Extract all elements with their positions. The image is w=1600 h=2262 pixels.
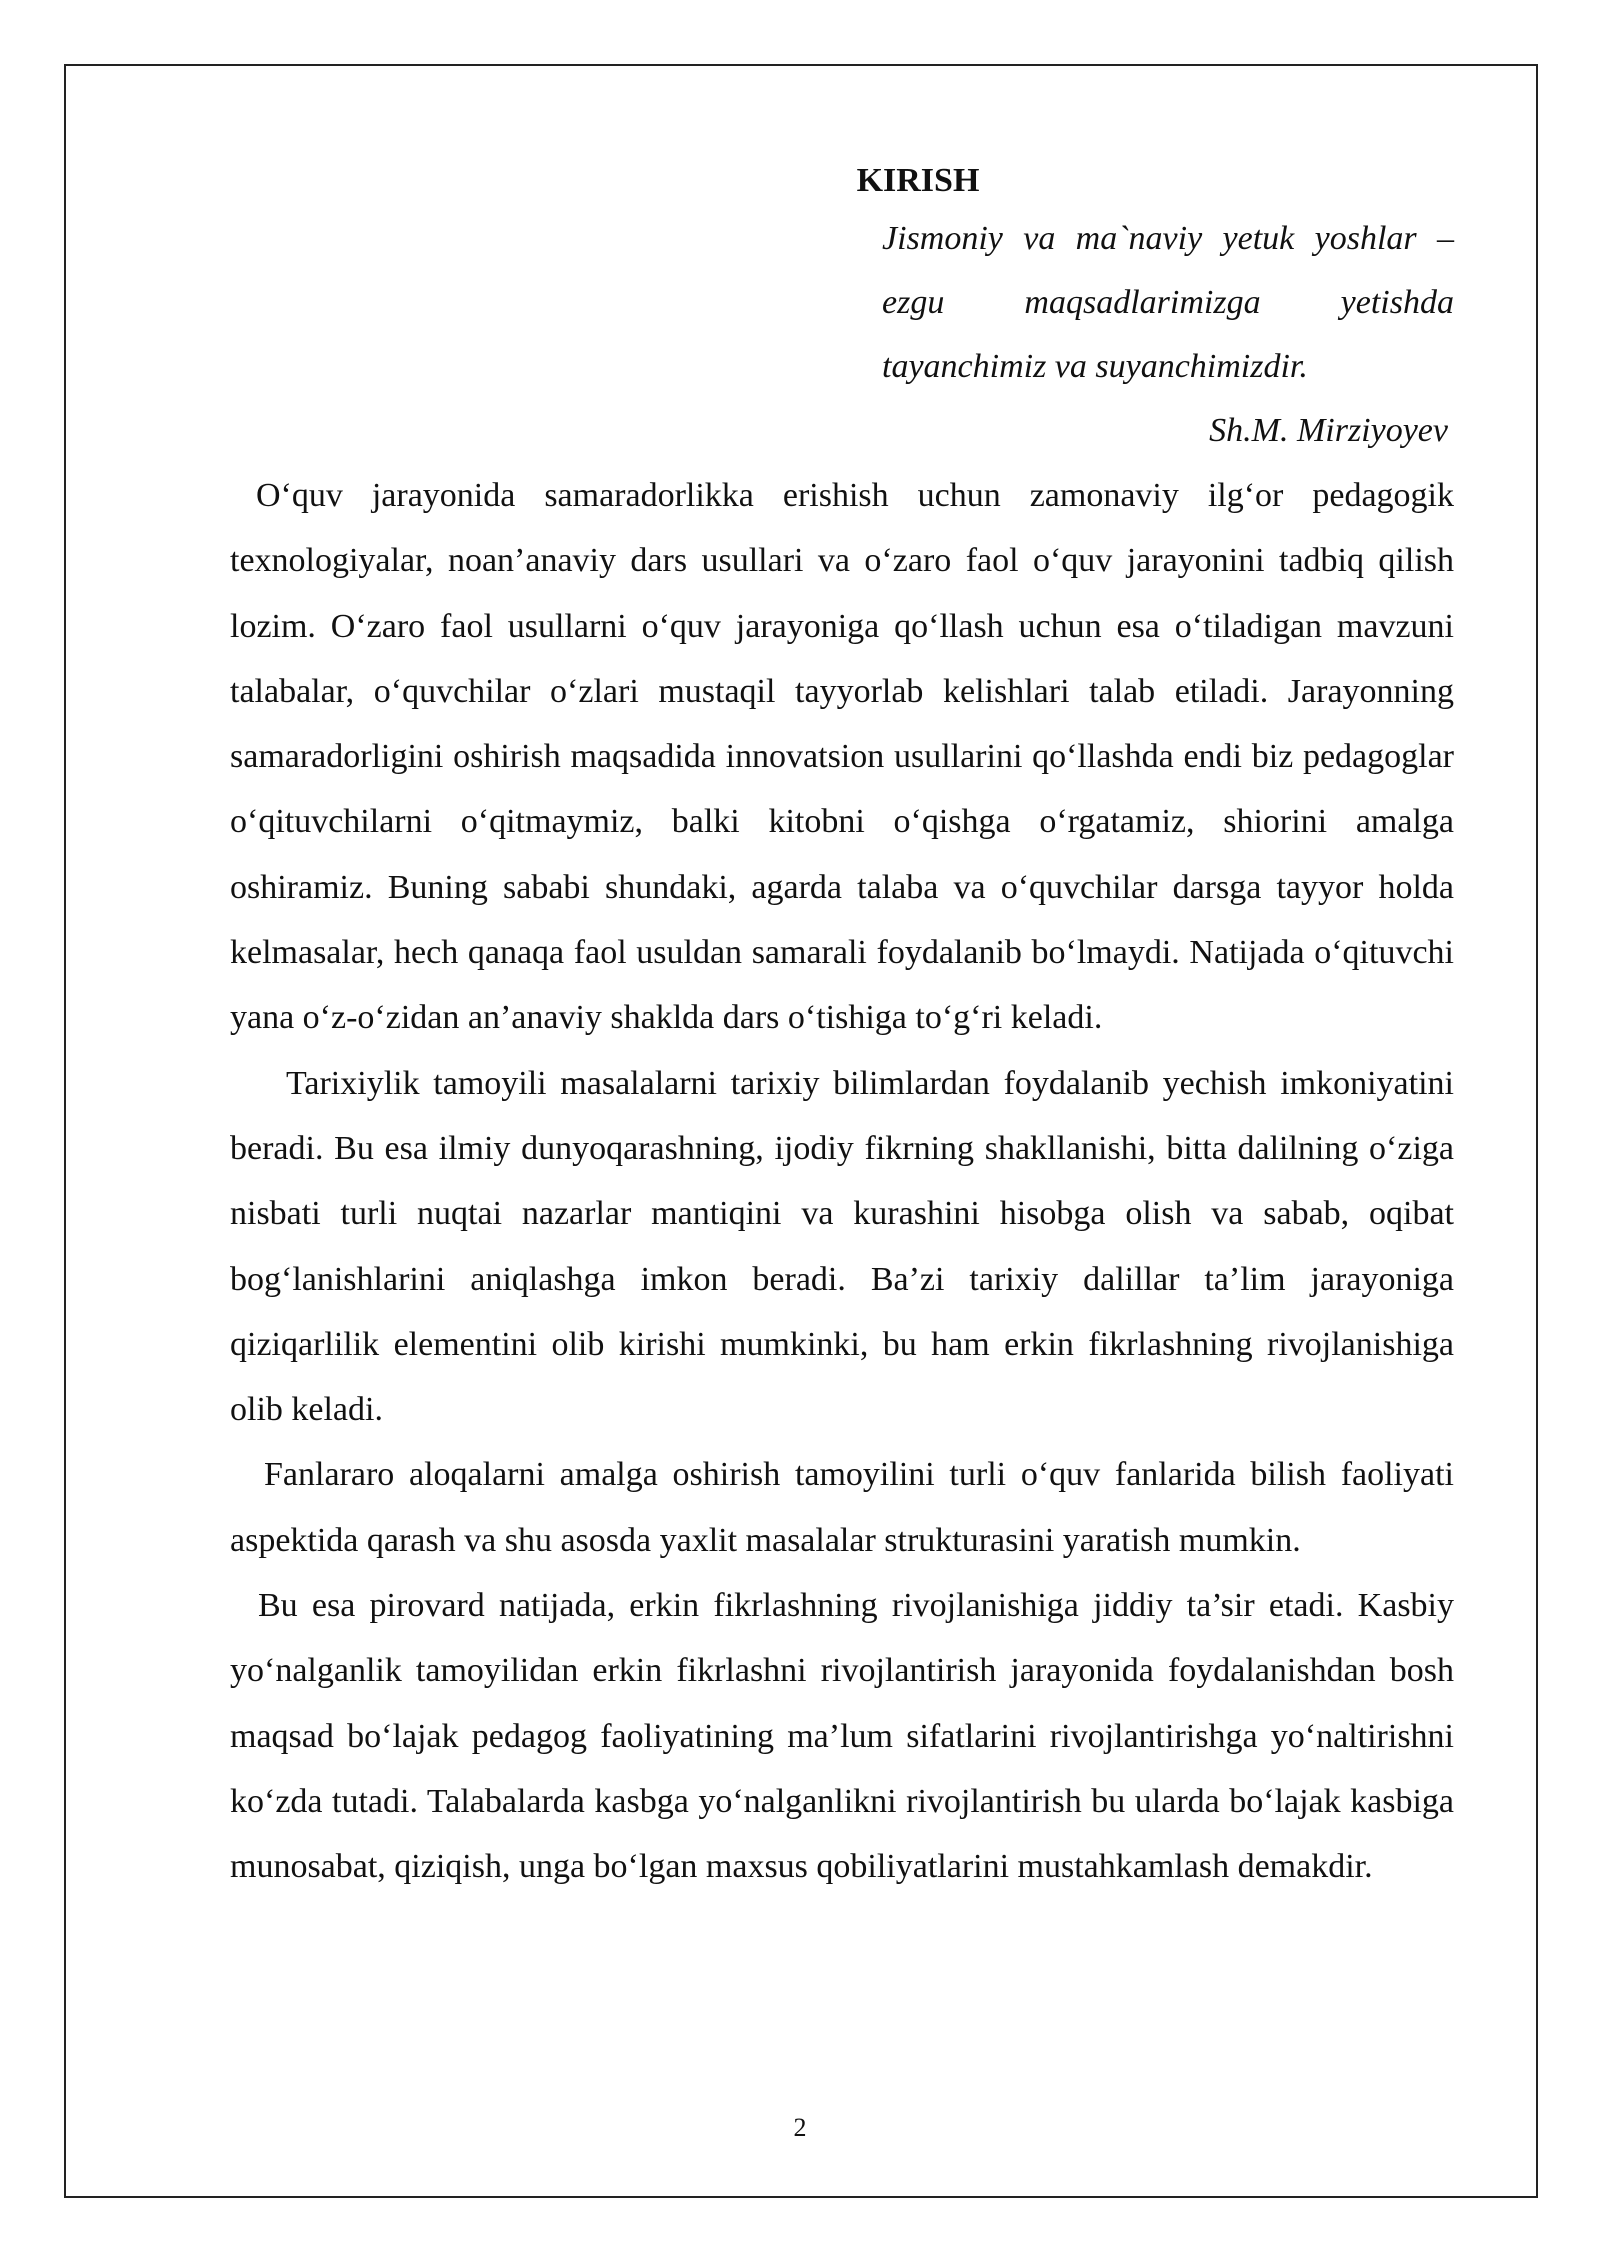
epigraph-text: Jismoniy va ma`naviy yetuk yoshlar – ezgu maqsadlarimizga yetishda tayanchimiz va suyanchimizdir.: [882, 220, 1454, 385]
page-number: 2: [793, 2113, 807, 2142]
document-heading: KIRISH: [856, 162, 980, 199]
paragraph: Fanlararo aloqalarni amalga oshirish tamoyilini turli oʻquv fanlarida bilish faoliyati aspektida qarash va shu asosda yaxlit masalalar strukturasini yaratish mumkin.: [230, 1456, 1454, 1559]
paragraph: Tarixiylik tamoyili masalalarni tarixiy bilimlardan foydalanib yechish imkoniyatini beradi. Bu esa ilmiy dunyoqarashning, ijodiy fikrning shakllanishi, bitta dalilning oʻziga nisbati turli nuqtai nazarlar mantiqini va kurashini hisobga olish va sabab, oqibat bogʻlanishlarini aniqlashga imkon beradi. Ba’zi tarixiy dalillar ta’lim jarayoniga qiziqarlilik elementini olib kirishi mumkinki, bu ham erkin fikrlashning rivojlanishiga olib keladi.: [230, 1064, 1454, 1429]
paragraph: Bu esa pirovard natijada, erkin fikrlashning rivojlanishiga jiddiy ta’sir etadi. Kasbiy yoʻnalganlik tamoyilidan erkin fikrlashni rivojlantirish jarayonida foydalanishdan bosh maqsad boʻlajak pedagog faoliyatining ma’lum sifatlarini rivojlantirishga yoʻnaltirishni koʻzda tutadi. Talabalarda kasbga yoʻnalganlikni rivojlantirish bu ularda boʻlajak kasbiga munosabat, qiziqish, unga boʻlgan maxsus qobiliyatlarini mustahkamlash demakdir.: [230, 1587, 1454, 1886]
epigraph-author: Sh.M. Mirziyoyev: [1209, 412, 1448, 449]
document-body: [230, 155, 1454, 1900]
paragraph: Oʻquv jarayonida samaradorlikka erishish uchun zamonaviy ilgʻor pedagogik texnologiyalar, noan’anaviy dars usullari va oʻzaro faol oʻquv jarayonini tadbiq qilish lozim. Oʻzaro faol usullarni oʻquv jarayoniga qoʻllash uchun esa oʻtiladigan mavzuni talabalar, oʻquvchilar oʻzlari mustaqil tayyorlab kelishlari talab etiladi. Jarayonning samaradorligini oshirish maqsadida innovatsion usullarini qoʻllashda endi biz pedagoglar oʻqituvchilarni oʻqitmaymiz, balki kitobni oʻqishga oʻrgatamiz, shiorini amalga oshiramiz. Buning sababi shundaki, agarda talaba va oʻquvchilar darsga tayyor holda kelmasalar, hech qanaqa faol usuldan samarali foydalanib boʻlmaydi. Natijada oʻqituvchi yana oʻz-oʻzidan an’anaviy shaklda dars oʻtishiga toʻgʻri keladi.: [230, 477, 1454, 1037]
